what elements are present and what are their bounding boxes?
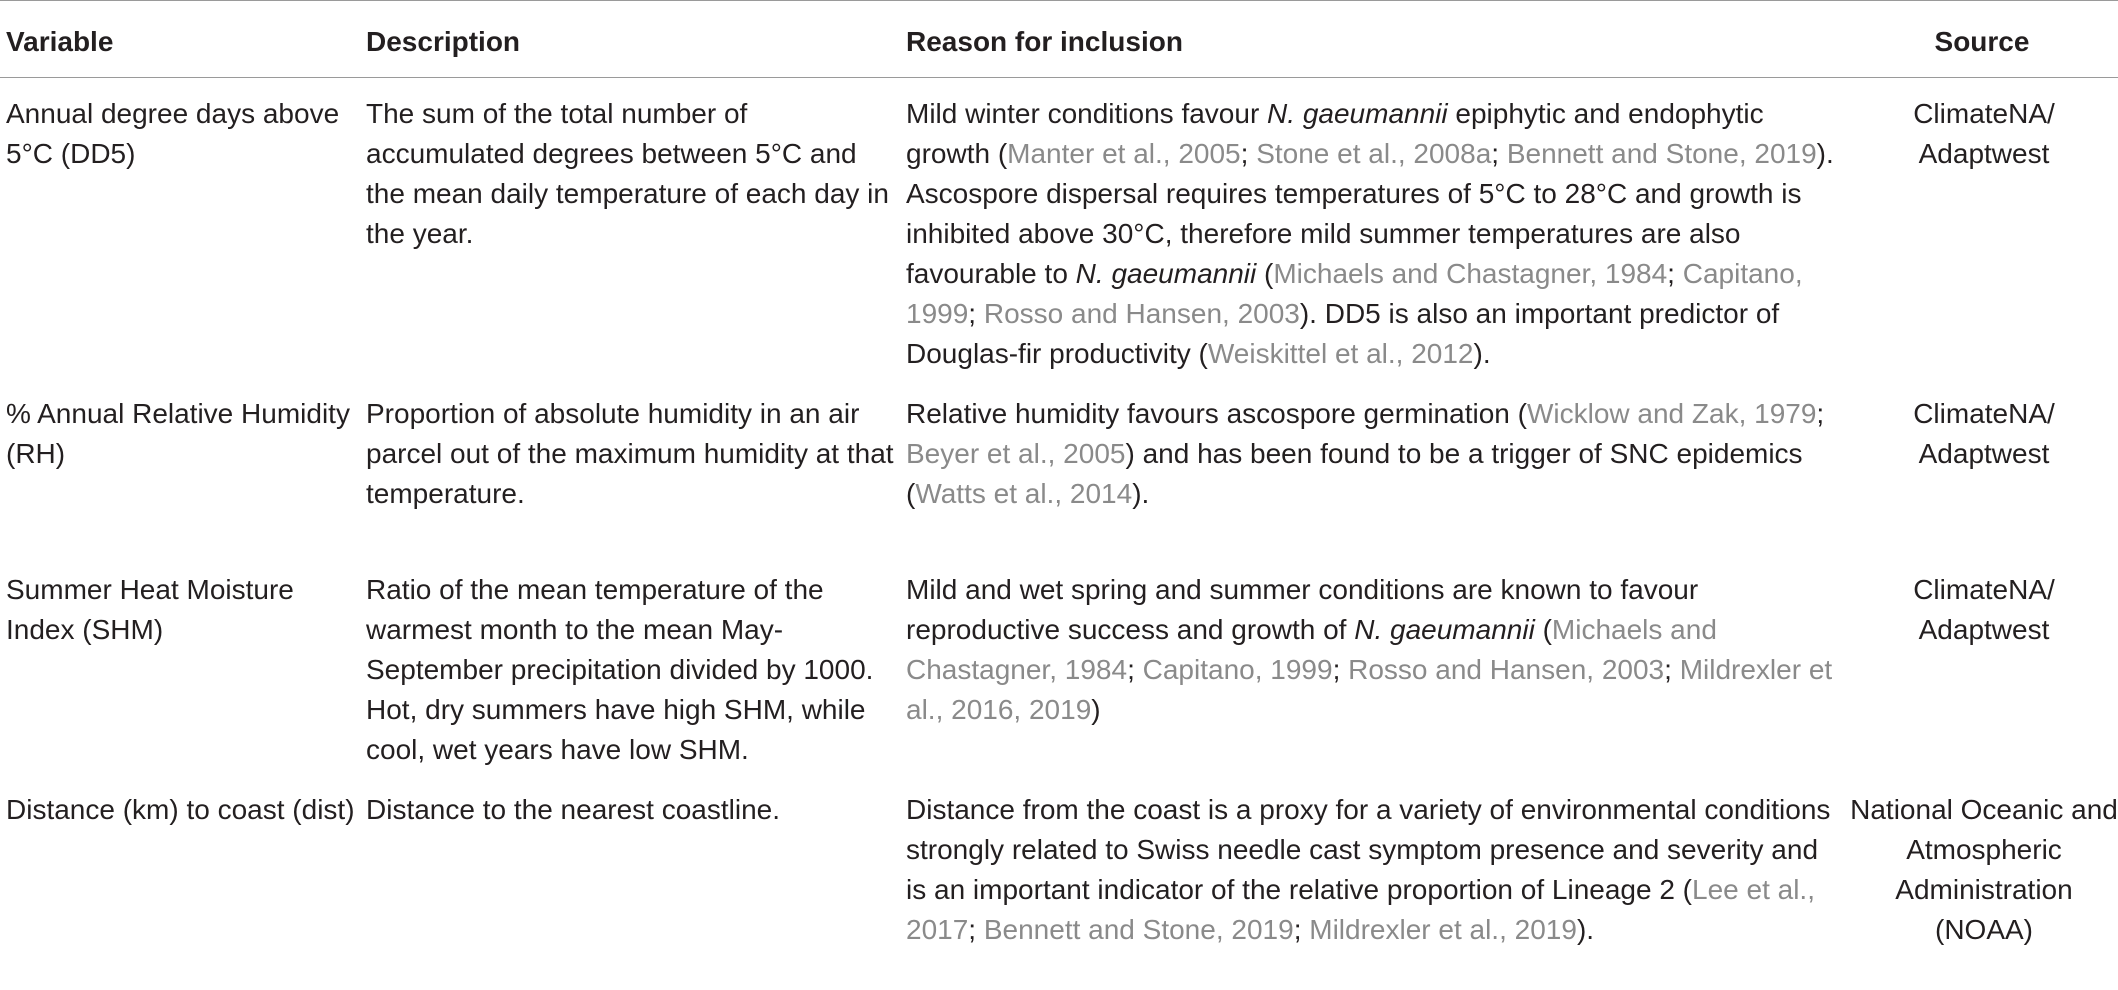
reason-text: ; — [1241, 138, 1257, 169]
cell-variable: Annual degree days above 5°C (DD5) — [0, 78, 360, 383]
cell-reason — [900, 558, 1840, 778]
reason-text: ) — [1091, 694, 1100, 725]
citation-link: Mildrexler et al., 2016, 2019 — [906, 654, 1832, 725]
cell-description: Proportion of absolute humidity in an air parcel out of the maximum humidity at that temperature. — [360, 382, 900, 558]
citation-link: Capitano, 1999 — [906, 258, 1803, 329]
reason-text: ). Ascospore dispersal requires temperatures of 5°C to 28°C and growth is inhibited above 30°C, therefore mild summer temperatures are also favourable to — [906, 138, 1834, 289]
cell-reason — [900, 382, 1840, 558]
citation-link: Bennett and Stone, 2019 — [1507, 138, 1817, 169]
cell-source: ClimateNA/ Adaptwest — [1840, 78, 2118, 383]
cell-source: ClimateNA/ Adaptwest — [1840, 558, 2118, 778]
table-header — [0, 1, 2118, 78]
citation-link: Wicklow and Zak, 1979 — [1527, 398, 1816, 429]
header-description: Description — [360, 1, 900, 78]
cell-variable: Distance (km) to coast (dist) — [0, 778, 360, 990]
table-row — [0, 78, 2118, 383]
reason-text: Distance from the coast is a proxy for a variety of environmental conditions strongly related to Swiss needle cast symptom presence and severity and is an important indicator of the relative proportion of Lineage 2 ( — [906, 794, 1830, 905]
cell-description: Distance to the nearest coastline. — [360, 778, 900, 990]
citation-link: Lee et al., 2017 — [906, 874, 1815, 945]
cell-reason — [900, 778, 1840, 990]
reason-text: ; — [1816, 398, 1824, 429]
cell-reason — [900, 78, 1840, 383]
reason-text: Relative humidity favours ascospore germination ( — [906, 398, 1527, 429]
cell-variable: % Annual Relative Humidity (RH) — [0, 382, 360, 558]
citation-link: Michaels and Chastagner, 1984 — [1273, 258, 1667, 289]
citation-link: Capitano, 1999 — [1143, 654, 1333, 685]
reason-text: ). DD5 is also an important predictor of Douglas-fir productivity ( — [906, 298, 1779, 369]
reason-text: ; — [1127, 654, 1143, 685]
cell-source: National Oceanic and Atmospheric Administration (NOAA) — [1840, 778, 2118, 990]
reason-text: ; — [1333, 654, 1349, 685]
reason-text: ( — [1256, 258, 1273, 289]
table-row — [0, 778, 2118, 990]
table-body — [0, 78, 2118, 990]
reason-text: ) and has been found to be a trigger of SNC epidemics ( — [906, 438, 1803, 509]
reason-text: ; — [968, 298, 984, 329]
reason-text: ; — [1664, 654, 1680, 685]
reason-text: ( — [1535, 614, 1552, 645]
header-source: Source — [1840, 1, 2118, 78]
species-name: N. gaeumannii — [1076, 258, 1257, 289]
header-reason: Reason for inclusion — [900, 1, 1840, 78]
table-row — [0, 558, 2118, 778]
citation-link: Rosso and Hansen, 2003 — [1348, 654, 1664, 685]
reason-text: ; — [1667, 258, 1683, 289]
citation-link: Weiskittel et al., 2012 — [1208, 338, 1474, 369]
reason-text: Mild and wet spring and summer conditions are known to favour reproductive success and growth of — [906, 574, 1698, 645]
cell-description: The sum of the total number of accumulated degrees between 5°C and the mean daily temperature of each day in the year. — [360, 78, 900, 383]
species-name: N. gaeumannii — [1354, 614, 1535, 645]
cell-description: Ratio of the mean temperature of the warmest month to the mean May-September precipitation divided by 1000. Hot, dry summers have high SHM, while cool, wet years have low SHM. — [360, 558, 900, 778]
citation-link: Mildrexler et al., 2019 — [1309, 914, 1577, 945]
citation-link: Stone et al., 2008a — [1256, 138, 1491, 169]
citation-link: Bennett and Stone, 2019 — [984, 914, 1294, 945]
species-name: N. gaeumannii — [1267, 98, 1448, 129]
cell-variable: Summer Heat Moisture Index (SHM) — [0, 558, 360, 778]
reason-text: ; — [1294, 914, 1310, 945]
header-variable: Variable — [0, 1, 360, 78]
reason-text: ). — [1577, 914, 1594, 945]
reason-text: ). — [1474, 338, 1491, 369]
cell-source: ClimateNA/ Adaptwest — [1840, 382, 2118, 558]
reason-text: ; — [968, 914, 984, 945]
reason-text: epiphytic and endophytic growth ( — [906, 98, 1764, 169]
citation-link: Watts et al., 2014 — [915, 478, 1132, 509]
reason-text: Mild winter conditions favour — [906, 98, 1267, 129]
header-row — [0, 1, 2118, 78]
reason-text: ). — [1132, 478, 1149, 509]
citation-link: Michaels and Chastagner, 1984 — [906, 614, 1717, 685]
reason-text: ; — [1491, 138, 1507, 169]
citation-link: Rosso and Hansen, 2003 — [984, 298, 1300, 329]
citation-link: Manter et al., 2005 — [1007, 138, 1240, 169]
table-row — [0, 382, 2118, 558]
citation-link: Beyer et al., 2005 — [906, 438, 1125, 469]
